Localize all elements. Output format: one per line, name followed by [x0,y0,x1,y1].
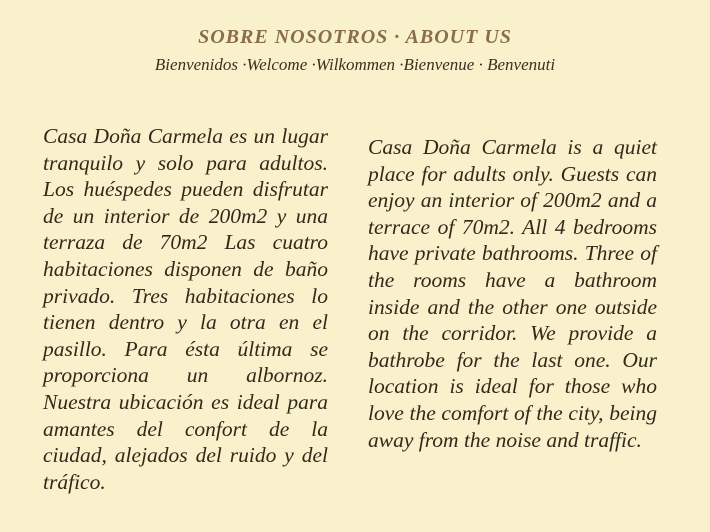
about-text-english: Casa Doña Carmela is a quiet place for adults only. Guests can enjoy an interior of 200m2 and a terrace of 70m2. All 4 bedrooms have private bathrooms. Three of the rooms have a bathroom inside and the other one outside on the corridor. We provide a bathrobe for the last one. Our location is ideal for those who love the comfort of the city, being away from the noise and traffic. [368,135,657,452]
multilingual-greetings: Bienvenidos ·Welcome ·Wilkommen ·Bienvenue · Benvenuti [154,55,556,74]
page-header [0,24,710,76]
page-title: SOBRE NOSOTROS · ABOUT US [198,26,512,48]
about-text-spanish: Casa Doña Carmela es un lugar tranquilo y solo para adultos. Los huéspedes pueden disfrutar de un interior de 200m2 y una terraza de 70m2 Las cuatro habitaciones disponen de baño privado. Tres habitaciones lo tienen dentro y la otra en el pasillo. Para ésta última se proporciona un albornoz. Nuestra ubicación es ideal para amantes del confort de la ciudad, alejados del ruido y del tráfico. [43,124,328,494]
